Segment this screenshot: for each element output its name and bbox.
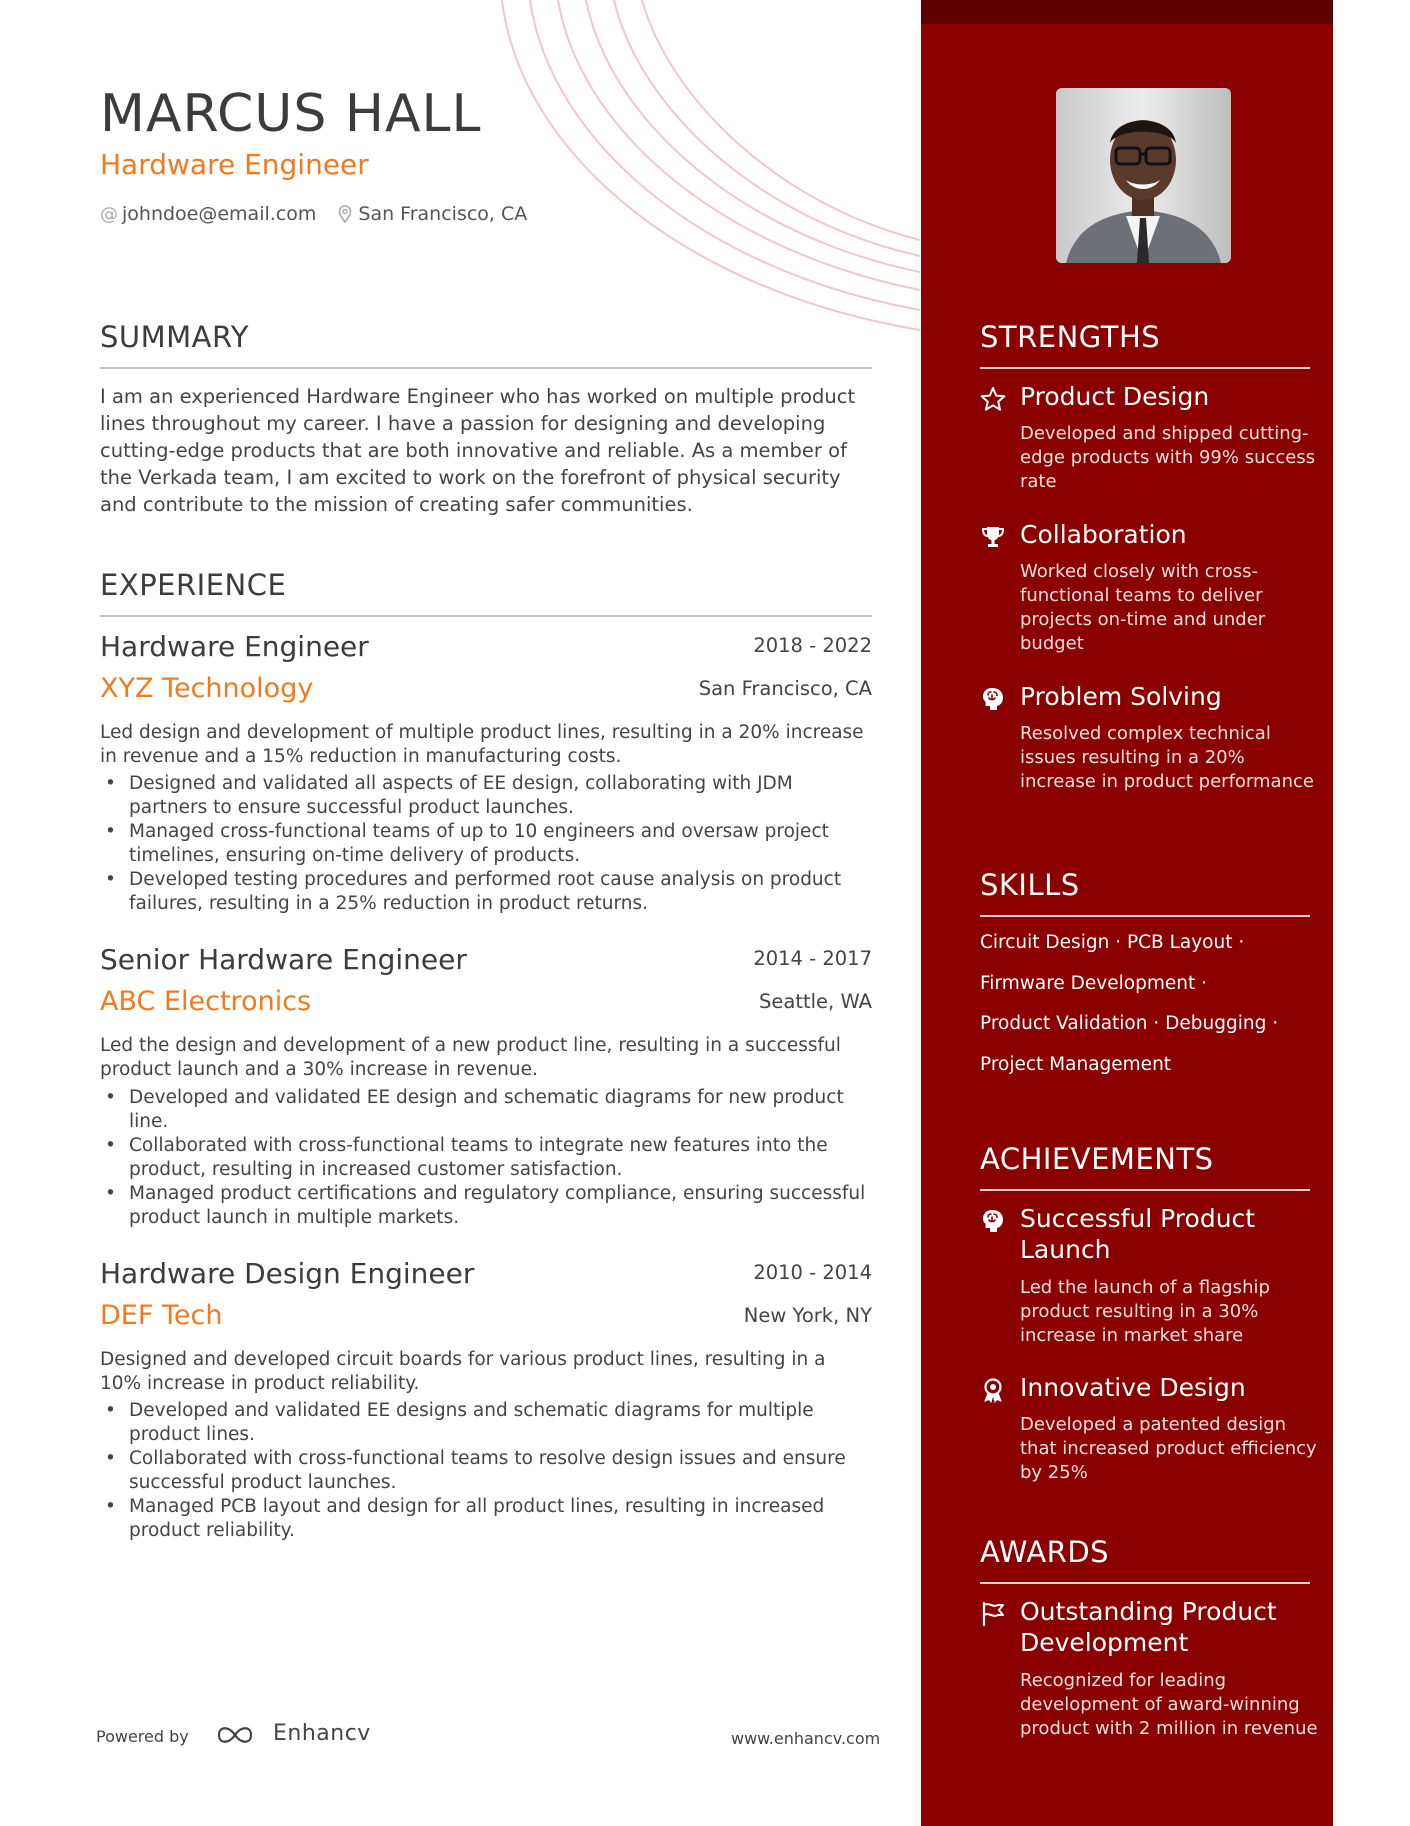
location: San Francisco, CA: [358, 203, 528, 225]
strength-title: Product Design: [1020, 382, 1210, 411]
awards-divider: [980, 1582, 1310, 1584]
experience-divider: [100, 615, 872, 617]
strengths-divider: [980, 367, 1310, 369]
candidate-title: Hardware Engineer: [100, 148, 369, 181]
job-dates: 2014 - 2017: [753, 947, 872, 970]
skills-line: Product Validation · Debugging ·: [980, 1013, 1279, 1034]
flag-icon: [980, 1601, 1006, 1627]
profile-photo-illustration: [1056, 88, 1231, 263]
achievement-description: Led the launch of a flagship product resulting in a 30% increase in market share: [1020, 1277, 1270, 1346]
job-description: Led the design and development of a new product line, resulting in a successful product launch and a 30% increase in revenue.: [100, 1035, 841, 1080]
summary-text: I am an experienced Hardware Engineer who has worked on multiple product lines throughout my career. I have a passion for designing and developing cutting-edge products that are both innovative and reliable. As a member of the Verkada team, I am excited to work on the forefront of physical security and contribute to the mission of creating safer communities.: [100, 385, 856, 516]
strengths-heading: STRENGTHS: [980, 320, 1161, 354]
location-pin-icon: [338, 205, 352, 223]
job-dates: 2010 - 2014: [753, 1261, 872, 1284]
page-right-margin: [1333, 0, 1410, 1826]
job-company: XYZ Technology: [100, 673, 314, 704]
achievement-title: Successful Product Launch: [1020, 1204, 1256, 1264]
job-dates: 2018 - 2022: [753, 634, 872, 657]
decorative-arcs: [480, 0, 920, 370]
skills-line: Project Management: [980, 1054, 1172, 1075]
award-description: Recognized for leading development of award-winning product with 2 million in revenue: [1020, 1670, 1318, 1739]
skills-line: Firmware Development ·: [980, 973, 1207, 994]
enhancv-logo-icon: [215, 1720, 255, 1750]
job-location: Seattle, WA: [759, 990, 872, 1013]
candidate-name: MARCUS HALL: [100, 84, 482, 144]
job-bullet: • Developed testing procedures and performed root cause analysis on product failures, resulting in a 25% reduction in product returns.: [100, 868, 872, 916]
footer-url[interactable]: www.enhancv.com: [731, 1729, 881, 1748]
achievement-title: Innovative Design: [1020, 1373, 1246, 1402]
job-bullets: [100, 1399, 872, 1543]
job-company: DEF Tech: [100, 1300, 223, 1331]
strength-title: Problem Solving: [1020, 682, 1222, 711]
skills-divider: [980, 915, 1310, 917]
brain-icon: [980, 1208, 1006, 1234]
achievements-divider: [980, 1189, 1310, 1191]
job-bullet: • Designed and validated all aspects of EE design, collaborating with JDM partners to ensure successful product launches.: [100, 772, 872, 820]
enhancv-brand: Enhancv: [273, 1721, 371, 1746]
email[interactable]: johndoe@email.com: [122, 203, 317, 225]
job-bullet: • Managed PCB layout and design for all product lines, resulting in increased product reliability.: [100, 1495, 872, 1543]
job-title: Hardware Engineer: [100, 630, 369, 663]
contact-info: [100, 203, 527, 225]
job-title: Hardware Design Engineer: [100, 1257, 475, 1290]
job-bullet: • Managed product certifications and regulatory compliance, ensuring successful product launch in multiple markets.: [100, 1182, 872, 1230]
job-location: New York, NY: [743, 1304, 872, 1327]
job-bullet: • Developed and validated EE design and schematic diagrams for new product line.: [100, 1086, 872, 1134]
job-description: Led design and development of multiple product lines, resulting in a 20% increase in revenue and a 15% reduction in manufacturing costs.: [100, 722, 864, 767]
profile-photo: [1056, 88, 1231, 263]
job-location: San Francisco, CA: [698, 677, 872, 700]
job-bullet: • Managed cross-functional teams of up to 10 engineers and oversaw project timelines, ensuring on-time delivery of products.: [100, 820, 872, 868]
job-bullets: [100, 772, 872, 916]
job-description: Designed and developed circuit boards for various product lines, resulting in a 10% increase in product reliability.: [100, 1349, 826, 1394]
job-bullet: • Collaborated with cross-functional teams to resolve design issues and ensure successful product launches.: [100, 1447, 872, 1495]
powered-by-label: Powered by: [96, 1727, 189, 1746]
skills-heading: SKILLS: [980, 868, 1080, 902]
skills-line: Circuit Design · PCB Layout ·: [980, 932, 1245, 953]
strength-description: Developed and shipped cutting-edge products with 99% success rate: [1020, 423, 1316, 492]
job-bullet: • Collaborated with cross-functional teams to integrate new features into the product, resulting in increased customer satisfaction.: [100, 1134, 872, 1182]
awards-heading: AWARDS: [980, 1535, 1110, 1569]
star-icon: [980, 386, 1006, 412]
trophy-icon: [980, 524, 1006, 550]
at-icon: @: [100, 203, 118, 225]
job-bullet: • Developed and validated EE designs and schematic diagrams for multiple product lines.: [100, 1399, 872, 1447]
job-bullets: [100, 1086, 872, 1230]
strength-title: Collaboration: [1020, 520, 1187, 549]
award-title: Outstanding Product Development: [1020, 1597, 1277, 1657]
achievement-description: Developed a patented design that increased product efficiency by 25%: [1020, 1414, 1317, 1483]
achievements-heading: ACHIEVEMENTS: [980, 1142, 1214, 1176]
award-ribbon-icon: [980, 1377, 1006, 1403]
job-title: Senior Hardware Engineer: [100, 943, 467, 976]
summary-divider: [100, 367, 872, 369]
strength-description: Worked closely with cross-functional teams to deliver projects on-time and under budget: [1020, 561, 1266, 654]
job-company: ABC Electronics: [100, 986, 312, 1017]
summary-heading: SUMMARY: [100, 320, 250, 354]
brain-icon: [980, 686, 1006, 712]
strength-description: Resolved complex technical issues resulting in a 20% increase in product performance: [1020, 723, 1314, 792]
experience-heading: EXPERIENCE: [100, 568, 287, 602]
